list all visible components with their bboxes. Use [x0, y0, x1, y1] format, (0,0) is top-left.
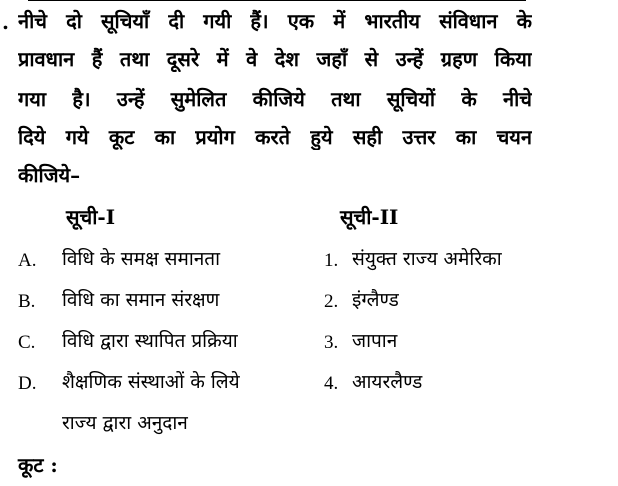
question-number: .: [2, 10, 9, 34]
list1-heading: सूची-I: [66, 205, 116, 229]
list1-item-b: विधि का समान संरक्षण: [62, 289, 220, 311]
list1-item-d: शैक्षणिक संस्थाओं के लिये: [62, 371, 240, 393]
list2-item-1: संयुक्त राज्य अमेरिका: [352, 248, 502, 270]
list1-item-c: विधि द्वारा स्थापित प्रक्रिया: [62, 330, 238, 352]
list1-letter-a: A.: [18, 250, 37, 271]
list2-num-2: 2.: [324, 291, 339, 312]
list2-num-4: 4.: [324, 373, 339, 394]
list2-item-4: आयरलैण्ड: [352, 371, 423, 393]
koot-label: कूट :: [18, 453, 58, 477]
list2-item-3: जापान: [352, 330, 398, 352]
list2-num-1: 1.: [324, 250, 339, 271]
list1-letter-b: B.: [18, 291, 36, 312]
list2-num-3: 3.: [324, 332, 339, 353]
list1-item-d-continuation: राज्य द्वारा अनुदान: [62, 412, 188, 434]
question-line-5: कीजिये–: [18, 163, 81, 187]
list2-item-2: इंग्लैण्ड: [352, 289, 399, 311]
list1-letter-d: D.: [18, 373, 37, 394]
question-line-3: गया है। उन्हें सुमेलित कीजिये तथा सूचियों के नीचे: [18, 87, 532, 111]
top-rule: [28, 0, 526, 1]
question-line-1: नीचे दो सूचियाँ दी गयी हैं। एक में भारतीय संविधान के: [18, 9, 532, 33]
list1-letter-c: C.: [18, 332, 36, 353]
question-line-2: प्रावधान हैं तथा दूसरे में वे देश जहाँ से उन्हें ग्रहण किया: [18, 47, 532, 71]
list1-item-a: विधि के समक्ष समानता: [62, 248, 221, 270]
question-line-4: दिये गये कूट का प्रयोग करते हुये सही उत्तर का चयन: [18, 125, 532, 149]
list2-heading: सूची-II: [340, 205, 399, 229]
